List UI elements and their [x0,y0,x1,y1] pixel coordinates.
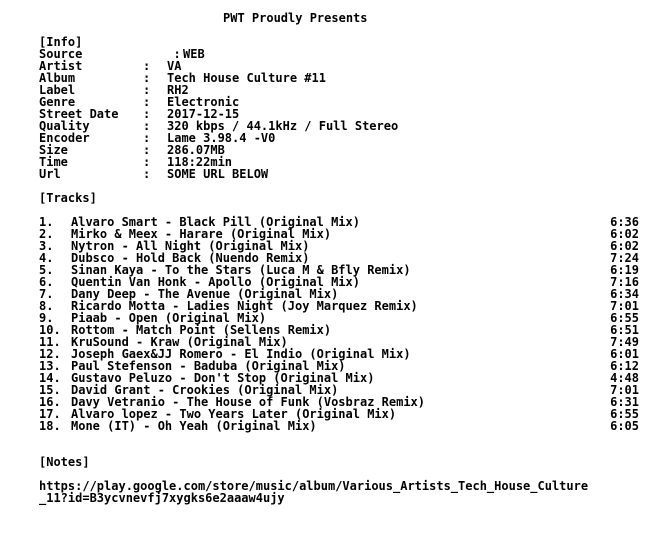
track-title: KruSound - Kraw (Original Mix) [71,335,288,349]
track-number: 3. [39,239,54,253]
info-key: Encoder [39,131,90,145]
track-title: Mirko & Meex - Harare (Original Mix) [71,227,332,241]
info-value: VA [167,59,182,73]
track-title: Gustavo Peluzo - Don't Stop (Original Mix) [71,371,375,385]
info-row [39,144,651,156]
nfo-document [39,36,651,504]
info-row [39,48,651,60]
track-title: Nytron - All Night (Original Mix) [71,239,310,253]
track-duration: 6:36 [610,215,639,229]
info-row [39,120,651,132]
info-separator: : [143,59,151,73]
info-separator: : [159,47,181,61]
info-key: Album [39,71,76,85]
info-section [39,48,651,180]
info-value: RH2 [167,83,189,97]
track-list [39,216,651,432]
track-title: Rottom - Match Point (Sellens Remix) [71,323,332,337]
info-heading: [Info] [39,35,83,49]
track-number: 12. [39,347,61,361]
track-title: Mone (IT) - Oh Yeah (Original Mix) [71,419,317,433]
track-duration: 6:34 [610,287,639,301]
track-title: Ricardo Motta - Ladies Night (Joy Marquez Remix) [71,299,418,313]
info-separator: : [143,167,151,181]
track-title: Davy Vetranio - The House of Funk (Vosbraz Remix) [71,395,426,409]
track-duration: 6:12 [610,359,639,373]
notes-url-line-2: _11?id=B3ycvnevfj7xygks6e2aaaw4ujy [39,491,285,505]
info-separator: : [143,155,151,169]
track-title: Alvaro Smart - Black Pill (Original Mix) [71,215,360,229]
track-number: 10. [39,323,61,337]
track-number: 5. [39,263,54,277]
info-value: 286.07MB [167,143,225,157]
info-value: SOME URL BELOW [167,167,269,181]
track-title: Dany Deep - The Avenue (Original Mix) [71,287,339,301]
track-duration: 7:01 [610,383,639,397]
track-number: 11. [39,335,61,349]
tracks-heading: [Tracks] [39,191,97,205]
info-value: 118:22min [167,155,233,169]
info-key: Quality [39,119,90,133]
info-value: Lame 3.98.4 -V0 [167,131,276,145]
track-number: 13. [39,359,61,373]
info-value: 320 kbps / 44.1kHz / Full Stereo [167,119,399,133]
track-duration: 4:48 [610,371,639,385]
info-key: Genre [39,95,76,109]
info-key: Url [39,167,61,181]
track-duration: 7:16 [610,275,639,289]
track-number: 18. [39,419,61,433]
info-key: Artist [39,59,83,73]
info-key: Size [39,143,68,157]
track-number: 4. [39,251,54,265]
info-separator: : [143,119,151,133]
info-key: Label [39,83,76,97]
track-number: 17. [39,407,61,421]
info-row [39,96,651,108]
track-row [39,420,639,432]
info-separator: : [143,107,151,121]
info-value: Tech House Culture #11 [167,71,326,85]
track-duration: 7:01 [610,299,639,313]
info-row [39,84,651,96]
track-duration: 6:02 [610,239,639,253]
track-number: 6. [39,275,54,289]
info-separator: : [143,83,151,97]
info-separator: : [143,131,151,145]
info-key: Source [39,47,83,61]
notes-heading: [Notes] [39,455,90,469]
info-row [39,132,651,144]
track-title: Alvaro lopez - Two Years Later (Original Mix) [71,407,397,421]
info-row [39,72,651,84]
track-title: Piaab - Open (Original Mix) [71,311,267,325]
track-title: Dubsco - Hold Back (Nuendo Remix) [71,251,310,265]
info-row [39,60,651,72]
notes-url-line-1: https://play.google.com/store/music/album/Various_Artists_Tech_House_Culture [39,479,589,493]
track-number: 14. [39,371,61,385]
track-number: 7. [39,287,54,301]
info-value: Electronic [167,95,240,109]
info-key: Street Date [39,107,119,121]
info-separator: : [143,71,151,85]
track-title: Quentin Van Honk - Apollo (Original Mix) [71,275,360,289]
track-title: David Grant - Crookies (Original Mix) [71,383,339,397]
track-duration: 6:51 [610,323,639,337]
track-duration: 7:24 [610,251,639,265]
info-value: 2017-12-15 [167,107,240,121]
info-separator: : [143,95,151,109]
track-title: Sinan Kaya - To the Stars (Luca M & Bfly Remix) [71,263,411,277]
track-duration: 6:05 [610,419,639,433]
info-separator: : [143,143,151,157]
track-duration: 6:55 [610,311,639,325]
info-row [39,168,651,180]
track-duration: 6:19 [610,263,639,277]
track-number: 8. [39,299,54,313]
track-duration: 6:55 [610,407,639,421]
track-duration: 6:01 [610,347,639,361]
track-number: 15. [39,383,61,397]
release-title: PWT Proudly Presents [223,11,368,25]
track-number: 16. [39,395,61,409]
track-number: 2. [39,227,54,241]
info-row [39,156,651,168]
track-duration: 6:02 [610,227,639,241]
track-duration: 6:31 [610,395,639,409]
track-title: Paul Stefenson - Baduba (Original Mix) [71,359,346,373]
info-key: Time [39,155,68,169]
track-title: Joseph Gaex&JJ Romero - El Indio (Original Mix) [71,347,411,361]
track-duration: 7:49 [610,335,639,349]
track-number: 1. [39,215,54,229]
track-number: 9. [39,311,54,325]
info-value: WEB [183,47,205,61]
